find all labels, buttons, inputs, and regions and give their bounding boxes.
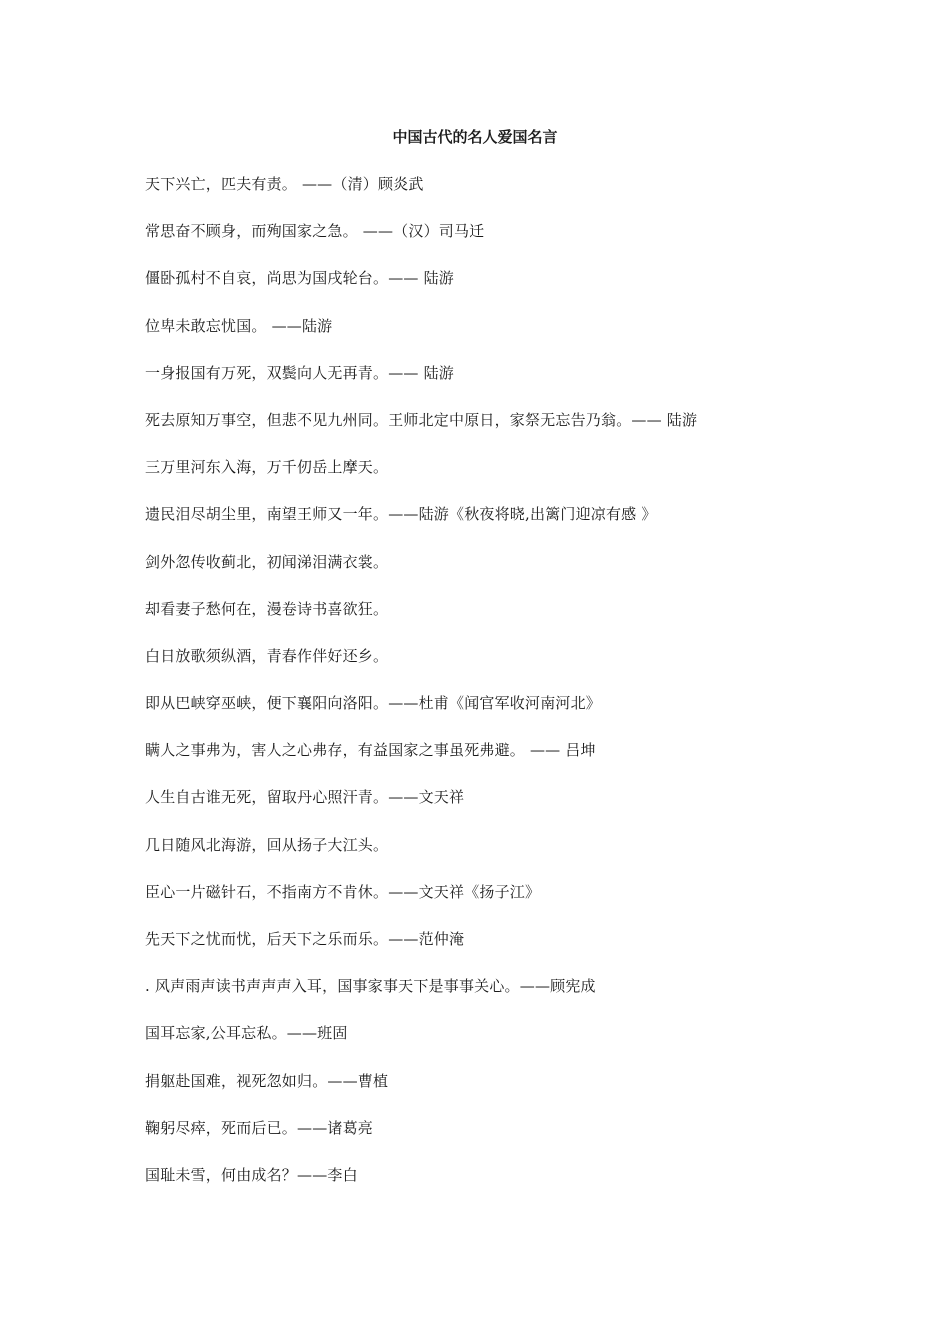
quote-line: 国耳忘家,公耳忘私。——班固 — [145, 1024, 348, 1043]
quote-line: 人生自古谁无死，留取丹心照汗青。——文天祥 — [145, 788, 465, 807]
quote-line: 白日放歌须纵酒，青春作伴好还乡。 — [145, 646, 389, 665]
quote-line: 天下兴亡，匹夫有责。 ——（清）顾炎武 — [145, 175, 424, 193]
quote-line: 死去原知万事空，但悲不见九州同。王师北定中原日，家祭无忘告乃翁。—— 陆游 — [145, 410, 698, 429]
quote-list — [145, 173, 915, 1211]
quote-line: 先天下之忧而忧，后天下之乐而乐。——范仲淹 — [145, 930, 465, 948]
quote-line: 鞠躬尽瘁，死而后已。——诸葛亮 — [145, 1118, 374, 1137]
quote-line: 却看妻子愁何在，漫卷诗书喜欲狂。 — [145, 599, 389, 618]
quote-line: 捐躯赴国难，视死忽如归。——曹植 — [145, 1071, 389, 1090]
quote-line: 遗民泪尽胡尘里，南望王师又一年。——陆游《秋夜将晓,出篱门迎凉有感 》 — [145, 505, 657, 524]
quote-line: 僵卧孤村不自哀，尚思为国戌轮台。—— 陆游 — [145, 269, 454, 288]
quote-line: 三万里河东入海，万千仞岳上摩天。 — [145, 458, 389, 477]
quote-line: 即从巴峡穿巫峡，便下襄阳向洛阳。——杜甫《闻官军收河南河北》 — [145, 694, 602, 713]
quote-line: 位卑未敢忘忧国。 ——陆游 — [145, 316, 333, 335]
quote-line: 瞒人之事弗为，害人之心弗存，有益国家之事虽死弗避。 —— 吕坤 — [145, 741, 596, 760]
quote-line: 常思奋不顾身，而殉国家之急。 ——（汉）司马迁 — [145, 222, 485, 241]
quote-line: 一身报国有万死，双鬓向人无再青。—— 陆游 — [145, 363, 454, 382]
page-title: 中国古代的名人爱国名言 — [392, 128, 558, 146]
quote-line: 几日随风北海游，回从扬子大江头。 — [145, 835, 389, 854]
quote-line: . 风声雨声读书声声声入耳，国事家事天下是事事关心。——顾宪成 — [145, 977, 596, 996]
quote-line: 剑外忽传收蓟北，初闻涕泪满衣裳。 — [145, 552, 389, 571]
quote-line: 臣心一片磁针石，不指南方不肯休。——文天祥《扬子江》 — [145, 882, 541, 901]
quote-line: 国耻未雪，何由成名？——李白 — [145, 1165, 358, 1184]
